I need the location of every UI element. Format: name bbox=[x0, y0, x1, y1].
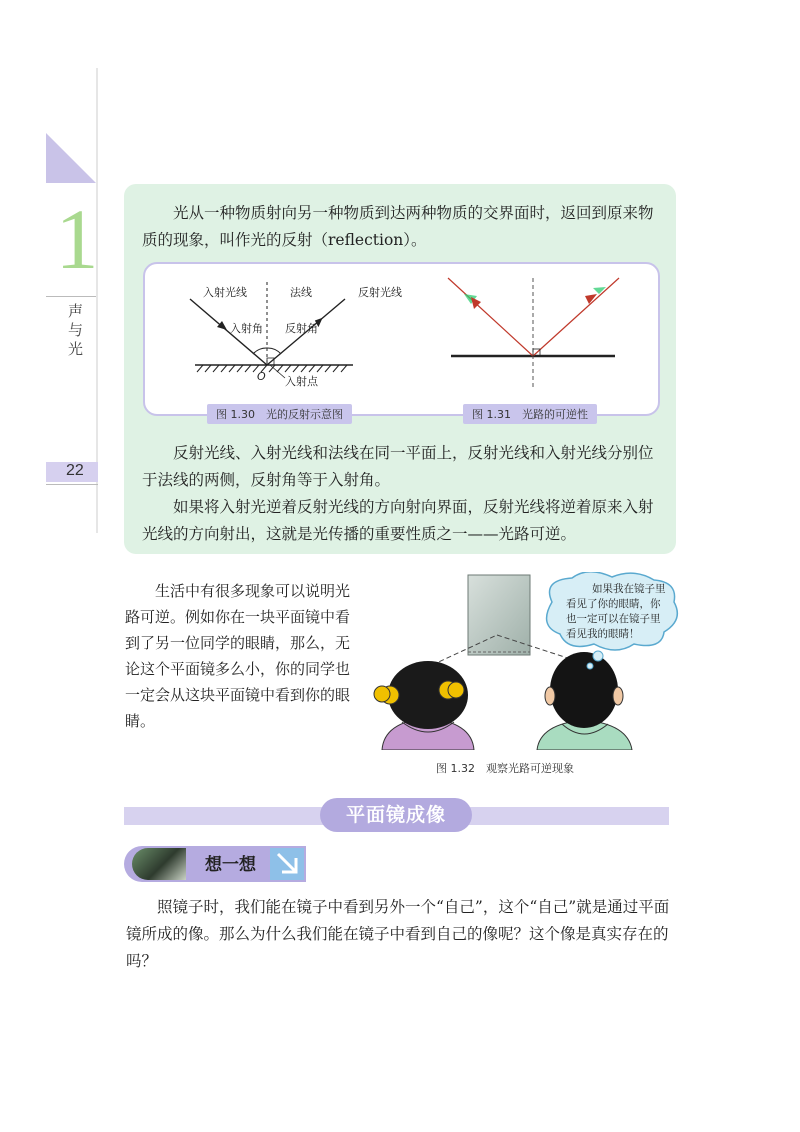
bubble-line-2: 看见了你的眼睛，你 bbox=[566, 598, 661, 610]
bubble-line-4: 看见我的眼睛！ bbox=[566, 628, 640, 640]
right-student-ear-right bbox=[613, 687, 623, 705]
left-hair-tie-2 bbox=[374, 686, 390, 702]
figure-130-caption: 图 1.30 光的反射示意图 bbox=[207, 404, 352, 424]
laws-text bbox=[142, 440, 662, 548]
student-thumbnail bbox=[132, 848, 186, 880]
reversibility-incident-ray bbox=[448, 278, 533, 356]
right-student-ear-left bbox=[545, 687, 555, 705]
figure-131-caption: 图 1.31 光路的可逆性 bbox=[463, 404, 597, 424]
right-student-head bbox=[550, 652, 618, 728]
green-arrow-2 bbox=[593, 287, 606, 294]
reflection-laws-paragraph: 反射光线、入射光线和法线在同一平面上，反射光线和入射光线分别位于法线的两侧，反射角等于入射角。 bbox=[142, 444, 654, 489]
think-question: 照镜子时，我们能在镜子中看到另外一个“自己”，这个“自己”就是通过平面镜所成的像。那么为什么我们能在镜子中看到自己的像呢？这个像是真实存在的吗？ bbox=[126, 898, 670, 970]
incident-arrow bbox=[217, 321, 227, 330]
section-title: 平面镜成像 bbox=[320, 798, 472, 832]
chapter-corner-triangle bbox=[46, 133, 96, 183]
label-reflection-angle: 反射角 bbox=[285, 322, 318, 335]
page-number: 22 bbox=[66, 462, 84, 479]
reflection-angle-arc bbox=[267, 348, 281, 354]
think-arrow-icon bbox=[270, 848, 304, 880]
right-hair-tie-2 bbox=[448, 682, 464, 698]
label-incident-angle: 入射角 bbox=[230, 322, 263, 335]
figure-132-illustration bbox=[372, 572, 682, 750]
bubble-line-3: 也一定可以在镜子里 bbox=[566, 613, 661, 625]
incident-angle-arc bbox=[253, 348, 267, 354]
label-reflected-ray: 反射光线 bbox=[358, 286, 402, 299]
figure-frame bbox=[143, 262, 660, 421]
reversibility-diagram bbox=[448, 278, 619, 388]
figure-132-caption: 图 1.32 观察光路可逆现象 bbox=[436, 762, 574, 775]
diagonal-arrow-icon bbox=[270, 848, 304, 880]
chapter-name: 声与光 bbox=[68, 302, 84, 358]
reflection-diagram bbox=[190, 282, 402, 388]
page-number-divider bbox=[46, 484, 98, 485]
bubble-line-1: 如果我在镜子里 bbox=[592, 583, 666, 595]
chapter-number: 1 bbox=[55, 191, 99, 287]
bubble-text bbox=[566, 582, 684, 642]
thought-dot-2 bbox=[587, 663, 593, 669]
label-incident-ray: 入射光线 bbox=[203, 286, 247, 299]
thought-dot-1 bbox=[593, 651, 603, 661]
think-label: 想一想 bbox=[205, 855, 256, 875]
figures-svg bbox=[145, 264, 658, 414]
label-normal: 法线 bbox=[290, 286, 312, 299]
example-paragraph: 生活中有很多现象可以说明光路可逆。例如你在一块平面镜中看到了另一位同学的眼睛，那么，无论这个平面镜多么小，你的同学也一定会从这块平面镜中看到你的眼睛。 bbox=[125, 582, 351, 730]
reversibility-paragraph: 如果将入射光逆着反射光线的方向射向界面，反射光线将逆着原来入射光线的方向射出，这就是光传播的重要性质之一——光路可逆。 bbox=[142, 498, 654, 543]
reflection-definition: 光从一种物质射向另一种物质到达两种物质的交界面时，返回到原来物质的现象，叫作光的反射（reflection）。 bbox=[142, 204, 654, 249]
mirror-hatching bbox=[197, 365, 347, 372]
label-incident-point: 入射点 bbox=[285, 375, 318, 388]
chapter-divider bbox=[46, 296, 96, 297]
label-origin: O bbox=[257, 370, 266, 383]
incident-point-leader bbox=[270, 365, 285, 378]
reversibility-reflected-ray bbox=[533, 278, 619, 356]
